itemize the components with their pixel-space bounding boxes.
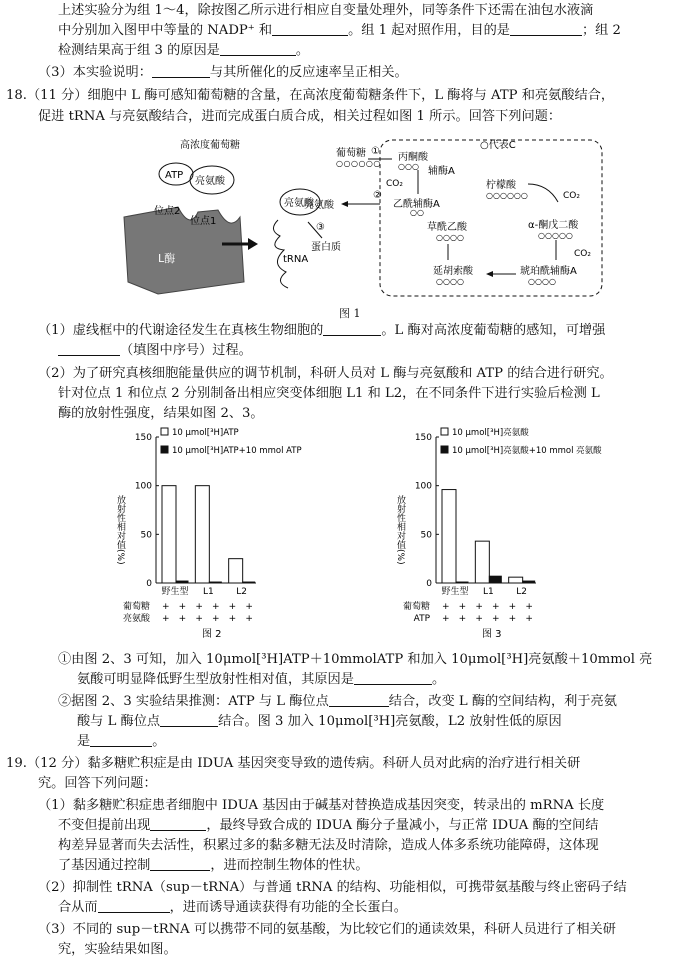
svg-text:③: ③ [316, 222, 325, 233]
condition-mark: + [212, 614, 220, 624]
svg-text:○○○: ○○○ [398, 162, 419, 171]
condition-mark: + [178, 614, 187, 624]
svg-text:延胡索酸: 延胡索酸 [433, 266, 473, 277]
answer-blank[interactable] [98, 898, 170, 913]
condition-mark: + [458, 602, 467, 612]
y-tick-label: 100 [134, 481, 152, 492]
answer-blank[interactable] [152, 63, 210, 78]
answer-blank[interactable] [329, 692, 389, 707]
y-tick-label: 150 [134, 433, 152, 443]
bar-10molHATP10mmolATP-野生型 [176, 581, 188, 583]
q19-part1: （1）黏多糖贮积症患者细胞中 IDUA 基因由于碱基对替换造成基因突变，转录出的 mRNA 长度 [38, 798, 605, 813]
svg-text:亮氨酸: 亮氨酸 [284, 198, 314, 209]
svg-text:①: ① [371, 146, 380, 157]
figure-caption: 图 3 [482, 629, 502, 640]
figure-caption: 图 2 [202, 629, 222, 640]
svg-text:位点1: 位点1 [190, 216, 217, 227]
condition-label: 葡萄糖 [402, 602, 430, 612]
svg-text:位点2: 位点2 [154, 206, 181, 217]
text-line-20: 不变但提前出现 ，最终导致合成的 IDUA 酶分子量减小，与正常 IDUA 酶的空间结 [58, 818, 599, 833]
text-line-15: 酸与 L 酶位点 结合。图 3 加入 10μmol[³H]亮氨酸，L2 放射性低的原因 [77, 714, 562, 729]
legend-label: 10 μmol[³H]ATP+10 mmol ATP [172, 446, 302, 456]
question-19-stem: 19.（12 分）黏多糖贮积症是由 IDUA 基因突变导致的遗传病。科研人员对此病的治疗进行相关研 [6, 756, 581, 771]
q18-part1: （1）虚线框中的代谢途径发生在真核生物细胞的 。L 酶对高浓度葡萄糖的感知，可增强 [38, 323, 606, 338]
bar-10molHATP10mmolATP-L1 [209, 582, 221, 583]
condition-mark: + [492, 614, 500, 624]
condition-mark: + [525, 614, 533, 624]
bar-10molH10mmol-野生型 [456, 582, 468, 583]
answer-blank[interactable] [160, 712, 218, 727]
figure-1-caption: 图 1 [339, 307, 361, 320]
condition-mark: + [475, 614, 483, 624]
y-axis-label: 放射性相对值(%) [395, 495, 405, 565]
bar-10molH-L1 [475, 541, 489, 583]
svg-text:亮氨酸: 亮氨酸 [195, 176, 225, 187]
text-line-24: 合从而 ，进而诱导通读获得有功能的全长蛋白。 [58, 900, 407, 915]
legend-swatch [441, 446, 448, 453]
text-line-3: 检测结果高于组 3 的原因是 。 [58, 43, 310, 58]
answer-blank[interactable] [90, 732, 152, 747]
legend-label: 10 μmol[³H]ATP [172, 428, 239, 438]
svg-text:②: ② [373, 190, 382, 201]
condition-mark: + [162, 602, 170, 612]
text-line-16: 是 。 [77, 734, 166, 749]
svg-text:辅酶A: 辅酶A [428, 166, 455, 177]
bar-10molHATP-野生型 [162, 486, 176, 583]
text-line-8: （填图中序号）过程。 [58, 341, 693, 361]
condition-mark: + [178, 602, 187, 612]
text-line-22: 了基因通过控制 ，进而控制生物体的性状。 [58, 858, 369, 873]
svg-text:tRNA: tRNA [283, 254, 309, 265]
y-tick-label: 100 [414, 481, 432, 492]
text-line-26: 究，实验结果如图。 [58, 942, 177, 957]
bar-10molH10mmol-L1 [489, 576, 501, 583]
text-line-1: 上述实验分为组 1～4，除按图乙所示进行相应自变量处理外，同等条件下还需在油包水液滴 [58, 3, 594, 18]
answer-blank[interactable] [150, 816, 206, 831]
svg-text:蛋白质: 蛋白质 [311, 242, 341, 253]
condition-mark: + [228, 602, 237, 612]
x-tick-label: L2 [516, 587, 528, 597]
condition-mark: + [508, 614, 517, 624]
q18-subpart-1: ①由图 2、3 可知，加入 10μmol[³H]ATP＋10mmolATP 和加入 10μmol[³H]亮氨酸＋10mmol 亮 [58, 652, 653, 667]
text-line-4: （3）本实验说明： 与其所催化的反应速率呈正相关。 [38, 65, 408, 80]
condition-label: ATP [413, 614, 430, 624]
svg-text:琥珀酰辅酶A: 琥珀酰辅酶A [520, 266, 577, 277]
answer-blank[interactable] [323, 321, 381, 336]
x-tick-label: 野生型 [441, 587, 469, 597]
svg-text:○○○○○○: ○○○○○○ [486, 191, 528, 200]
bar-10molH-L2 [509, 577, 523, 583]
svg-text:○○: ○○ [410, 208, 424, 217]
legend-label: 10 μmol[³H]亮氨酸 [452, 428, 529, 438]
y-tick-label: 50 [420, 530, 432, 541]
text-line-13: 氨酸可明显降低野生型放射性相对值，其原因是 。 [77, 672, 446, 687]
y-tick-label: 150 [414, 433, 432, 443]
legend-swatch [161, 428, 168, 435]
condition-mark: + [245, 602, 253, 612]
bar-10molHATP-L1 [195, 486, 209, 583]
text-line-21: 构差异显著而失去活性，积累过多的黏多糖无法及时清除，造成人体多系统功能障碍，这体现 [58, 838, 599, 853]
svg-text:○○○○: ○○○○ [528, 277, 556, 286]
q19-part2: （2）抑制性 tRNA（sup－tRNA）与普通 tRNA 的结构、功能相似，可携带氨基酸与终止密码子结 [38, 880, 627, 895]
figure-3-chart [390, 425, 635, 640]
q18-part2: （2）为了研究真核细胞能量供应的调节机制，科研人员对 L 酶与亮氨酸和 ATP 的结合进行研究。 [38, 366, 613, 381]
svg-text:乙酰辅酶A: 乙酰辅酶A [393, 199, 440, 210]
svg-text:α-酮戊二酸: α-酮戊二酸 [528, 220, 579, 231]
high-glucose-label: 高浓度葡萄糖 [180, 140, 240, 151]
answer-blank[interactable] [58, 341, 120, 356]
condition-mark: + [508, 602, 517, 612]
answer-blank[interactable] [220, 41, 296, 56]
q18-subpart-2: ②据图 2、3 实验结果推测：ATP 与 L 酶位点 结合，改变 L 酶的空间结构，利于亮氨 [58, 694, 617, 709]
condition-mark: + [212, 602, 220, 612]
bar-10molHATP-L2 [229, 559, 243, 583]
svg-text:○○○○○○: ○○○○○○ [336, 159, 381, 168]
text-line-2: 中分别加入图甲中等量的 NADP⁺ 和 。组 1 起对照作用，目的是 ；组 2 [58, 23, 621, 38]
l-enzyme-shape [124, 207, 244, 294]
condition-mark: + [458, 614, 467, 624]
answer-blank[interactable] [354, 670, 432, 685]
condition-mark: + [245, 614, 253, 624]
condition-label: 亮氨酸 [122, 614, 150, 624]
condition-mark: + [228, 614, 237, 624]
condition-mark: + [442, 602, 450, 612]
condition-mark: + [525, 602, 533, 612]
legend-label: 10 μmol[³H]亮氨酸+10 mmol 亮氨酸 [452, 446, 602, 456]
x-tick-label: L1 [482, 587, 494, 597]
svg-text:CO₂: CO₂ [574, 249, 591, 259]
text-line-10: 针对位点 1 和位点 2 分别制备出相应突变体细胞 L1 和 L2，在不同条件下进行实验后检测 L [58, 386, 600, 401]
legend-swatch [441, 428, 448, 435]
figure-1-diagram [118, 132, 608, 304]
condition-label: 葡萄糖 [122, 602, 150, 612]
y-axis-label: 放射性相对值(%) [115, 495, 125, 565]
svg-text:葡萄糖: 葡萄糖 [336, 148, 366, 159]
y-tick-label: 50 [140, 530, 152, 541]
text-line-11: 酶的放射性强度，结果如图 2、3。 [58, 406, 264, 421]
svg-text:○○○○○: ○○○○○ [538, 231, 573, 240]
svg-text:○代表C: ○代表C [480, 140, 516, 151]
bar-10molH10mmol-L2 [523, 581, 535, 583]
q19-part3: （3）不同的 sup－tRNA 可以携带不同的氨基酸，为比较它们的通读效果，科研人员进行了相关研 [38, 922, 616, 937]
text-line-18: 究。回答下列问题： [38, 776, 157, 791]
answer-blank[interactable] [150, 856, 210, 871]
bar-10molHATP10mmolATP-L2 [243, 582, 255, 583]
svg-text:ATP: ATP [165, 170, 184, 181]
answer-blank[interactable] [272, 21, 348, 36]
condition-mark: + [162, 614, 170, 624]
figure-2-chart [110, 425, 350, 640]
x-tick-label: L1 [202, 587, 214, 597]
svg-text:丙酮酸: 丙酮酸 [398, 152, 428, 163]
condition-mark: + [492, 602, 500, 612]
svg-text:L酶: L酶 [158, 252, 176, 265]
bar-10molH-野生型 [442, 490, 456, 583]
svg-text:亮氨酸: 亮氨酸 [304, 200, 334, 211]
svg-text:○○○○: ○○○○ [436, 233, 464, 242]
text-line-6: 促进 tRNA 与亮氨酸结合，进而完成蛋白质合成，相关过程如图 1 所示。回答下列问题： [38, 109, 562, 124]
condition-mark: + [195, 602, 203, 612]
svg-text:草酰乙酸: 草酰乙酸 [427, 222, 467, 233]
svg-text:柠檬酸: 柠檬酸 [486, 180, 516, 191]
x-tick-label: 野生型 [161, 587, 189, 597]
y-tick-label: 0 [146, 579, 152, 589]
question-18-stem: 18.（11 分）细胞中 L 酶可感知葡萄糖的含量，在高浓度葡萄糖条件下，L 酶将与 ATP 和亮氨酸结合， [6, 88, 615, 103]
condition-mark: + [195, 614, 203, 624]
condition-mark: + [442, 614, 450, 624]
condition-mark: + [475, 602, 483, 612]
answer-blank[interactable] [510, 21, 582, 36]
legend-swatch [161, 446, 168, 453]
x-tick-label: L2 [236, 587, 248, 597]
svg-text:CO₂: CO₂ [563, 191, 580, 201]
y-tick-label: 0 [426, 579, 432, 589]
svg-text:CO₂: CO₂ [386, 179, 403, 189]
svg-text:○○○○: ○○○○ [436, 277, 464, 286]
